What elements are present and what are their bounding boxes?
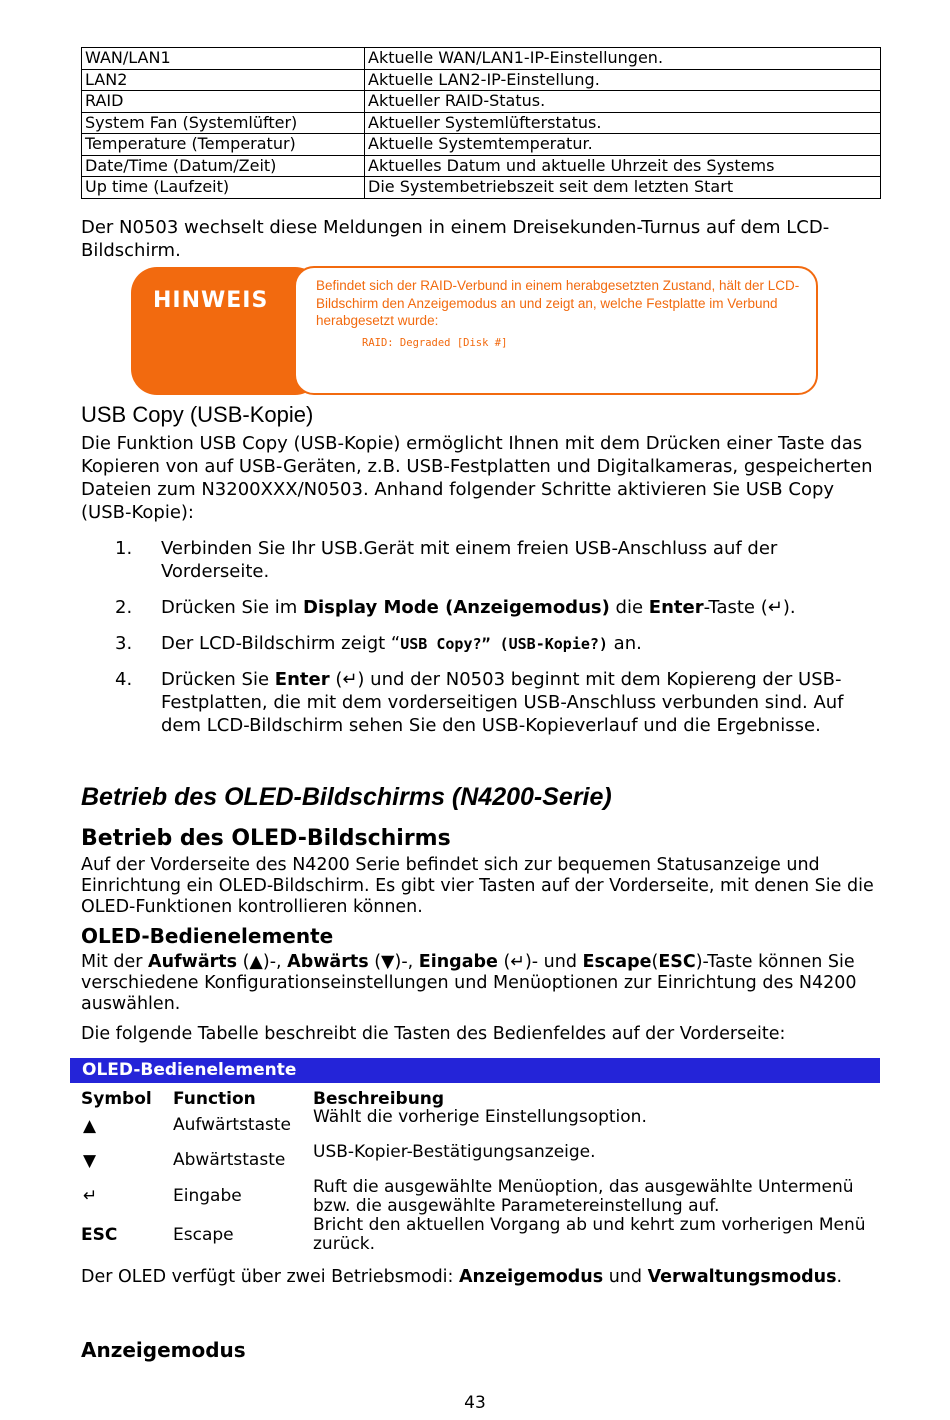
description-cell: Wählt die vorherige Einstellungsoption.: [313, 1107, 647, 1127]
function-cell: Aufwärtstaste: [173, 1115, 291, 1135]
down-arrow-icon: ▼: [83, 1151, 97, 1171]
esc-label: ESC: [81, 1225, 118, 1245]
page-number: 43: [464, 1393, 486, 1413]
table-intro: Die folgende Tabelle beschreibt die Tasten des Bedienfeldes auf der Vorderseite:: [81, 1024, 786, 1044]
column-header-description: Beschreibung: [313, 1089, 445, 1109]
description-cell: Ruft die ausgewählte Menüoption, das ausgewählte Untermenü bzw. die ausgewählte Parametereinstellung auf.: [313, 1177, 854, 1216]
controls-table-title-bar: [70, 1058, 880, 1083]
column-header-function: Function: [173, 1089, 256, 1109]
note-label: HINWEIS: [153, 288, 269, 313]
description-cell: Bricht den aktuellen Vorgang ab und kehrt zum vorherigen Menü zurück.: [313, 1215, 866, 1254]
table-row: Up time (Laufzeit) Die Systembetriebszeit seit dem letzten Start: [82, 177, 881, 199]
table-row: Date/Time (Datum/Zeit) Aktuelles Datum und aktuelle Uhrzeit des Systems: [82, 155, 881, 177]
table-row: LAN2 Aktuelle LAN2-IP-Einstellung.: [82, 69, 881, 91]
controls-paragraph: Mit der Aufwärts (▲)-, Abwärts (▼)-, Eingabe (↵)- und Escape(ESC)-Taste können Sie verschiedene Konfigurationseinstellungen und Menüoptionen zur Einrichtung des N4200 auswählen.: [81, 952, 857, 1014]
controls-table-title: OLED-Bedienelemente: [82, 1060, 297, 1080]
intro-paragraph: Der N0503 wechselt diese Meldungen in einem Dreisekunden-Turnus auf dem LCD-Bildschirm.: [81, 217, 830, 261]
function-cell: Escape: [173, 1225, 234, 1245]
table-row: WAN/LAN1 Aktuelle WAN/LAN1-IP-Einstellungen.: [82, 48, 881, 70]
note-text: Befindet sich der RAID-Verbund in einem herabgesetzten Zustand, hält der LCD-Bildschirm den Anzeigemodus an und zeigt an, welche Festplatte im Verbund herabgesetzt wurde:: [316, 278, 800, 328]
status-table: [81, 47, 881, 199]
section-heading-display-mode: Anzeigemodus: [81, 1338, 246, 1362]
enter-icon: ↵: [83, 1186, 98, 1206]
usb-copy-paragraph: Die Funktion USB Copy (USB-Kopie) ermöglicht Ihnen mit dem Drücken einer Taste das Kopieren von auf USB-Geräten, z.B. USB-Festplatten und Digitalkameras, gespeicherten Dateien zum N3200XXX/N0503. Anhand folgender Schritte aktivieren Sie USB Copy (USB-Kopie):: [81, 433, 873, 523]
oled-paragraph: Auf der Vorderseite des N4200 Serie befindet sich zur bequemen Statusanzeige und Einrichtung ein OLED-Bildschirm. Es gibt vier Tasten auf der Vorderseite, mit denen Sie die OLED-Funktionen kontrollieren können.: [81, 855, 874, 917]
up-arrow-icon: ▲: [83, 1116, 97, 1136]
function-cell: Eingabe: [173, 1186, 242, 1206]
section-heading-controls: OLED-Bedienelemente: [81, 924, 334, 948]
table-row: RAID Aktueller RAID-Status.: [82, 91, 881, 113]
modes-paragraph: Der OLED verfügt über zwei Betriebsmodi: Anzeigemodus und Verwaltungsmodus.: [81, 1267, 843, 1287]
table-row: Temperature (Temperatur) Aktuelle Systemtemperatur.: [82, 134, 881, 156]
chapter-title: Betrieb des OLED-Bildschirms (N4200-Serie): [81, 783, 612, 811]
description-cell: USB-Kopier-Bestätigungsanzeige.: [313, 1142, 596, 1162]
section-heading-oled: Betrieb des OLED-Bildschirms: [81, 826, 451, 851]
note-code: RAID: Degraded [Disk #]: [362, 337, 508, 349]
function-cell: Abwärtstaste: [173, 1150, 286, 1170]
section-heading-usb-copy: USB Copy (USB-Kopie): [81, 402, 314, 427]
note-badge-background: [131, 267, 321, 395]
column-header-symbol: Symbol: [81, 1089, 152, 1109]
table-row: System Fan (Systemlüfter) Aktueller Systemlüfterstatus.: [82, 112, 881, 134]
